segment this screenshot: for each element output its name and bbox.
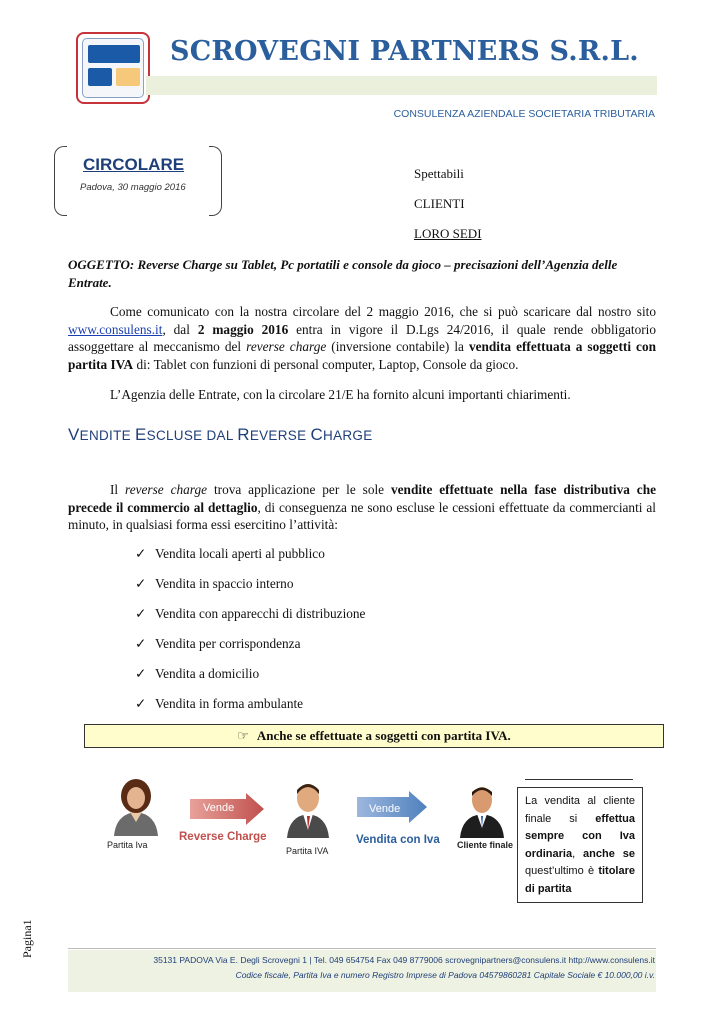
arrow1-label: Vende (203, 802, 235, 814)
page-number: Pagina1 (20, 919, 34, 958)
person2-label: Partita IVA (286, 846, 329, 856)
list-item: ✓ Vendita a domicilio (135, 666, 260, 681)
check-icon: ✓ (135, 666, 147, 681)
check-icon: ✓ (135, 636, 147, 651)
company-logo (76, 32, 150, 104)
check-icon: ✓ (135, 696, 147, 711)
list-item: ✓ Vendita per corrispondenza (135, 636, 301, 651)
list-item: ✓ Vendita con apparecchi di distribuzione (135, 606, 366, 621)
person-woman-icon (112, 778, 160, 836)
site-link[interactable]: www.consulens.it (68, 321, 163, 337)
company-tagline: CONSULENZA AZIENDALE SOCIETARIA TRIBUTARIA (393, 108, 655, 120)
intro-paragraph: Come comunicato con la nostra circolare del 2 maggio 2016, che si può scaricare dal nostro sito www.consulens.it, dal 2 maggio 2016 entra in vigore il D.Lgs 24/2016, il quale rende obbligatorio assoggettare al meccanismo del reverse charge (inversione contabile) la vendita effettuata a soggetti con partita IVA di: Tablet con funzioni di personal computer, Laptop, Console da gioco. (68, 304, 657, 372)
recipient-line-1: Spettabili (414, 166, 464, 181)
exclusion-paragraph: Il reverse charge trova applicazione per le sole vendite effettuate nella fase distributiva che precede il commercio al dettaglio, di conseguenza ne sono escluse le cessioni effettuate da commercianti al minuto, in qualsiasi forma essi esercitino l’attività: (68, 482, 656, 532)
circolare-title: CIRCOLARE (83, 155, 185, 174)
section-title: VENDITE ESCLUSE DAL REVERSE CHARGE (68, 425, 373, 444)
pointing-hand-icon: ☞ (237, 728, 249, 743)
footer-registry: Codice fiscale, Partita Iva e numero Registro Imprese di Padova 04579860281 Capitale Sociale € 10.000,00 i.v. (235, 970, 655, 980)
person3-label: Cliente finale (457, 840, 514, 850)
person-client-icon (458, 786, 506, 838)
company-name: SCROVEGNI PARTNERS S.R.L. (170, 36, 639, 67)
list-item: ✓ Vendita locali aperti al pubblico (135, 546, 325, 561)
vendita-con-iva-label: Vendita con Iva (356, 834, 440, 846)
reverse-charge-label: Reverse Charge (179, 831, 267, 843)
footer-divider (68, 948, 656, 949)
divider (525, 779, 633, 780)
list-item: ✓ Vendita in spaccio interno (135, 576, 294, 591)
circolare-date: Padova, 30 maggio 2016 (80, 182, 186, 193)
note-box: La vendita al cliente finale si effettua sempre con Iva ordinaria, anche se quest’ultimo è titolare di partita (517, 787, 643, 903)
recipient-line-2: CLIENTI (414, 196, 465, 211)
subject: OGGETTO: Reverse Charge su Tablet, Pc portatili e console da gioco – precisazioni dell’Agenzia delle Entrate. (68, 257, 618, 290)
header-bar (146, 76, 657, 95)
person1-label: Partita Iva (107, 840, 148, 850)
arrow2-label: Vende (369, 803, 401, 815)
check-icon: ✓ (135, 576, 147, 591)
list-item: ✓ Vendita in forma ambulante (135, 696, 304, 711)
check-icon: ✓ (135, 606, 147, 621)
highlight-box: ☞ Anche se effettuate a soggetti con partita IVA. (84, 724, 664, 748)
agency-paragraph: L’Agenzia delle Entrate, con la circolare 21/E ha fornito alcuni importanti chiarimenti. (110, 387, 571, 402)
person-man-icon (285, 782, 331, 838)
recipient-line-3: LORO SEDI (414, 226, 482, 241)
check-icon: ✓ (135, 546, 147, 561)
footer-address: 35131 PADOVA Via E. Degli Scrovegni 1 | Tel. 049 654754 Fax 049 8779006 scrovegnipartners@consulens.it http://www.consulens.it (153, 955, 655, 965)
